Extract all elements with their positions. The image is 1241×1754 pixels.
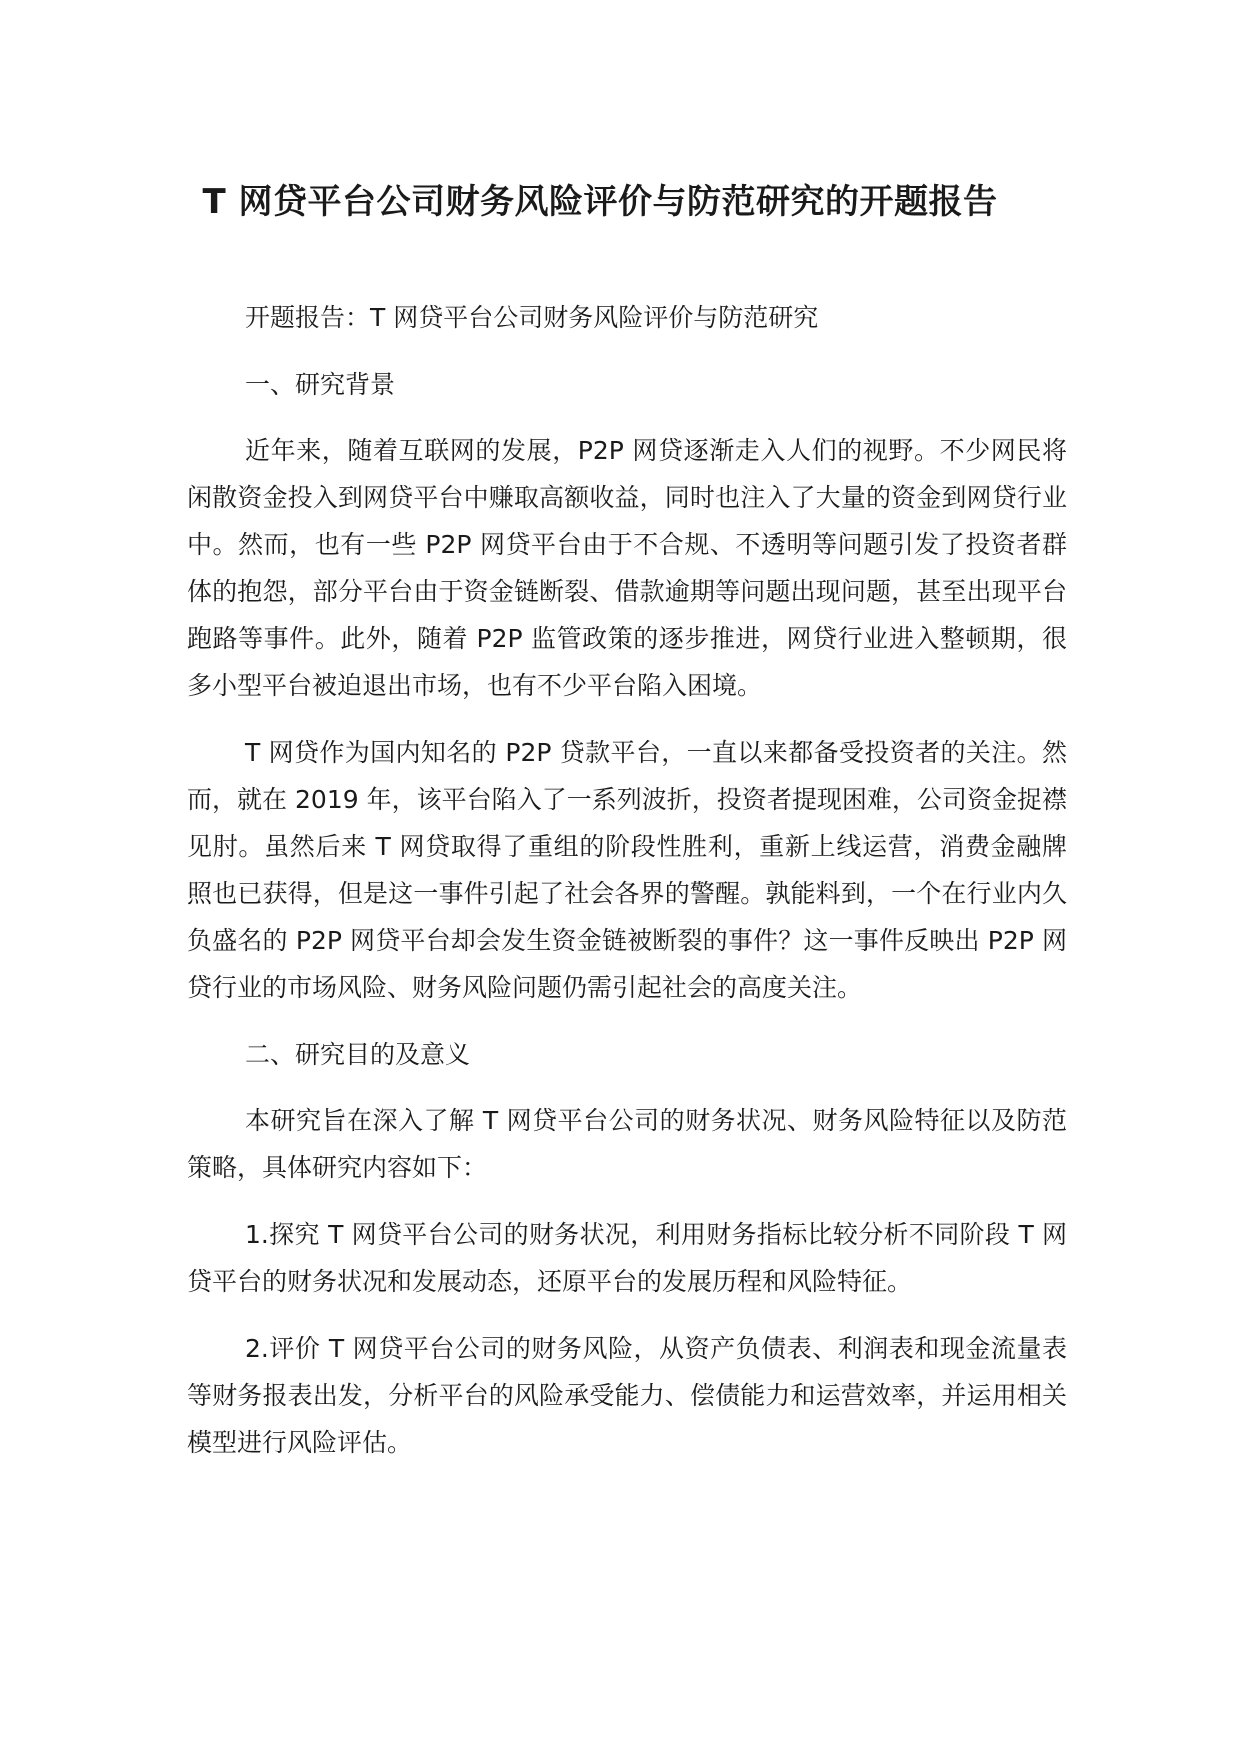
report-subtitle-paragraph: 开题报告：T 网贷平台公司财务风险评价与防范研究 bbox=[245, 303, 819, 332]
purpose-intro-paragraph: 本研究旨在深入了解 T 网贷平台公司的财务状况、财务风险特征以及防范策略，具体研究内容如下： bbox=[187, 1106, 1067, 1182]
background-paragraph-1: 近年来，随着互联网的发展，P2P 网贷逐渐走入人们的视野。不少网民将闲散资金投入到网贷平台中赚取高额收益，同时也注入了大量的资金到网贷行业中。然而，也有一些 P2P 网贷平台由于不合规、不透明等问题引发了投资者群体的抱怨，部分平台由于资金链断裂、借款逾期等问题出现问题，甚至出现平台跑路等事件。此外，随着 P2P 监管政策的逐步推进，网贷行业进入整顿期，很多小型平台被迫退出市场，也有不少平台陷入困境。 bbox=[187, 436, 1067, 700]
section-heading-background: 一、研究背景 bbox=[245, 370, 396, 399]
document-body bbox=[187, 294, 1067, 1486]
document-title: T 网贷平台公司财务风险评价与防范研究的开题报告 bbox=[202, 182, 998, 222]
section-heading-purpose: 二、研究目的及意义 bbox=[245, 1040, 471, 1069]
purpose-item-1: 1.探究 T 网贷平台公司的财务状况，利用财务指标比较分析不同阶段 T 网贷平台的财务状况和发展动态，还原平台的发展历程和风险特征。 bbox=[187, 1220, 1067, 1296]
purpose-item-2: 2.评价 T 网贷平台公司的财务风险，从资产负债表、利润表和现金流量表等财务报表出发，分析平台的风险承受能力、偿债能力和运营效率，并运用相关模型进行风险评估。 bbox=[187, 1334, 1067, 1457]
background-paragraph-2: T 网贷作为国内知名的 P2P 贷款平台，一直以来都备受投资者的关注。然而，就在 2019 年，该平台陷入了一系列波折，投资者提现困难，公司资金捉襟见肘。虽然后来 T 网贷取得了重组的阶段性胜利，重新上线运营，消费金融牌照也已获得，但是这一事件引起了社会各界的警醒。孰能料到，一个在行业内久负盛名的 P2P 网贷平台却会发生资金链被断裂的事件？这一事件反映出 P2P 网贷行业的市场风险、财务风险问题仍需引起社会的高度关注。 bbox=[187, 738, 1067, 1002]
